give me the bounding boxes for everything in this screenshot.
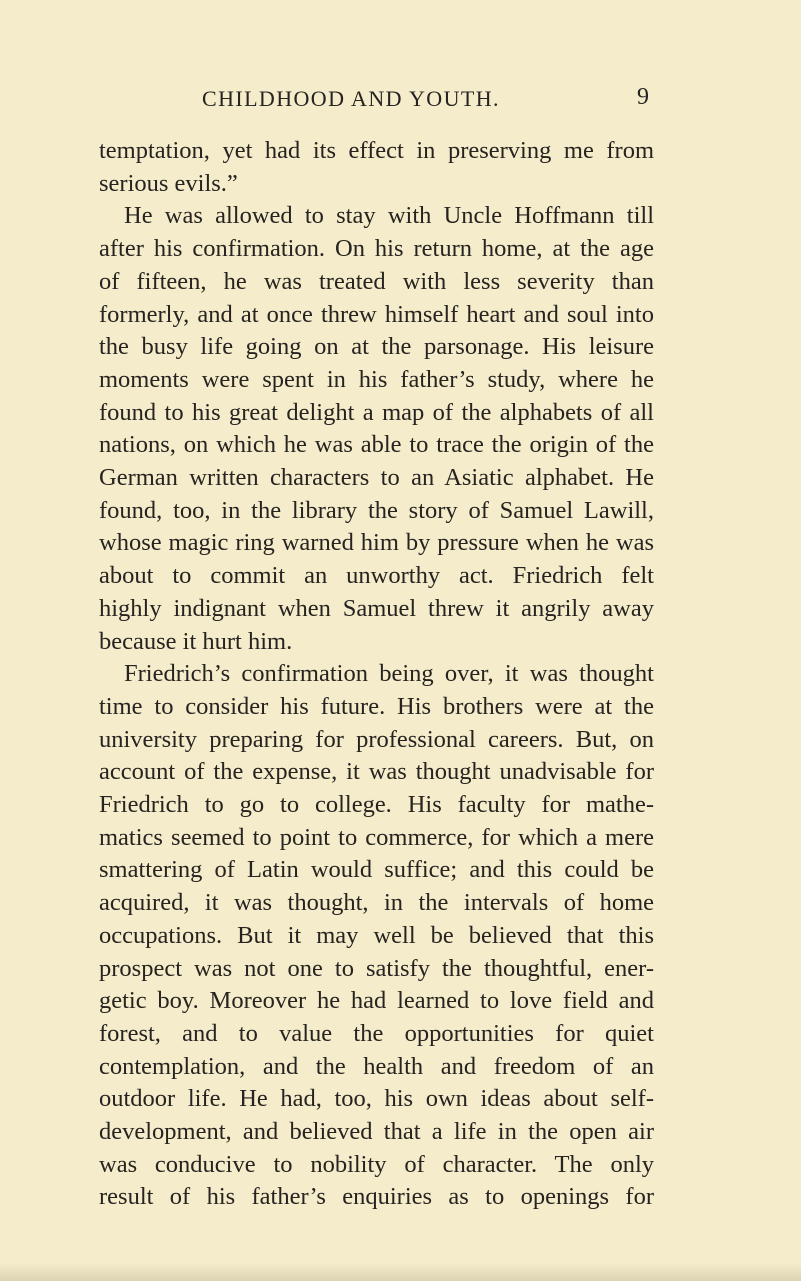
text-line: serious evils.” <box>99 169 238 197</box>
text-line: was conducive to nobility of character. The only <box>99 1150 654 1178</box>
text-line: found, too, in the library the story of Samuel Lawill, <box>99 496 654 524</box>
text-line: whose magic ring warned him by pressure when he was <box>99 529 654 557</box>
text-line: account of the expense, it was thought unadvisable for <box>99 758 654 786</box>
text-line: found to his great delight a map of the alphabets of all <box>99 398 654 426</box>
text-line: because it hurt him. <box>99 627 293 655</box>
running-head: CHILDHOOD AND YOUTH. <box>202 86 500 111</box>
text-line: the busy life going on at the parsonage. His leisure <box>99 333 654 361</box>
text-line: after his confirmation. On his return home, at the age <box>99 235 654 263</box>
text-line: formerly, and at once threw himself heart and soul into <box>99 300 654 328</box>
text-line: contemplation, and the health and freedom of an <box>99 1052 654 1080</box>
text-line: acquired, it was thought, in the intervals of home <box>99 889 654 917</box>
text-line: prospect was not one to satisfy the thoughtful, ener- <box>99 954 654 982</box>
text-line: Friedrich to go to college. His faculty for mathe- <box>99 791 654 818</box>
text-line: He was allowed to stay with Uncle Hoffmann till <box>124 202 654 230</box>
page-header <box>0 86 801 116</box>
text-line: occupations. But it may well be believed that this <box>99 921 654 949</box>
page-bottom-edge <box>0 1263 801 1281</box>
text-line: nations, on which he was able to trace the origin of the <box>99 431 654 459</box>
text-line: about to commit an unworthy act. Friedrich felt <box>99 562 654 590</box>
text-line: of fifteen, he was treated with less severity than <box>99 267 654 295</box>
text-line: development, and believed that a life in the open air <box>99 1118 654 1145</box>
text-line: outdoor life. He had, too, his own ideas about self- <box>99 1085 654 1113</box>
text-line: getic boy. Moreover he had learned to love field and <box>99 987 654 1015</box>
text-line: result of his father’s enquiries as to openings for <box>99 1183 654 1211</box>
text-line: highly indignant when Samuel threw it angrily away <box>99 594 654 622</box>
text-line: smattering of Latin would suffice; and this could be <box>99 856 654 884</box>
text-line: moments were spent in his father’s study, where he <box>99 365 654 393</box>
text-line: university preparing for professional careers. But, on <box>99 725 654 753</box>
page-number: 9 <box>637 84 649 110</box>
text-line: forest, and to value the opportunities for quiet <box>99 1019 654 1047</box>
text-line: matics seemed to point to commerce, for which a mere <box>99 823 654 851</box>
text-line: Friedrich’s confirmation being over, it was thought <box>124 660 654 688</box>
text-line: time to consider his future. His brothers were at the <box>99 692 654 720</box>
text-line: German written characters to an Asiatic alphabet. He <box>99 464 654 491</box>
text-line: temptation, yet had its effect in preserving me from <box>99 137 654 164</box>
